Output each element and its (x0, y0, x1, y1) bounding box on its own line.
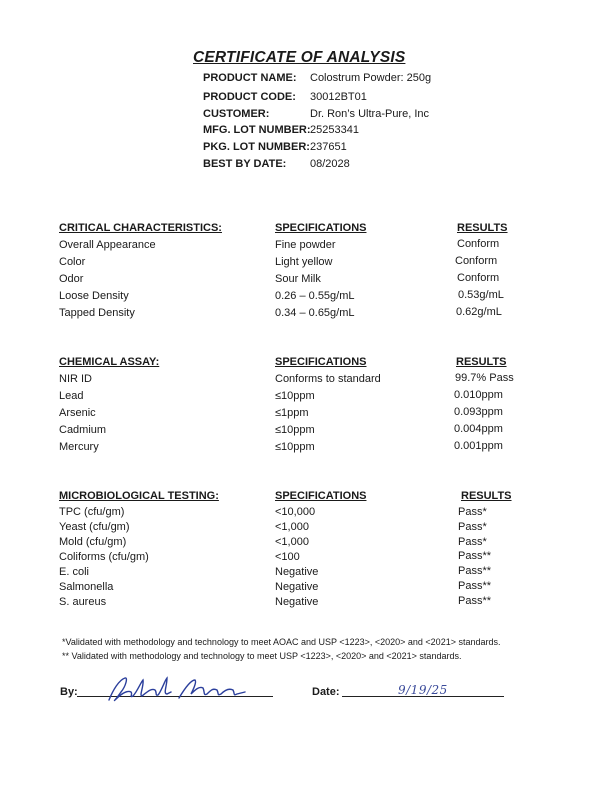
test-result: Pass** (458, 595, 492, 607)
test-name: Arsenic (59, 407, 96, 419)
field-label: PRODUCT CODE: (203, 91, 296, 103)
test-name: Loose Density (59, 290, 129, 302)
test-name: TPC (cfu/gm) (59, 506, 125, 518)
test-spec: Negative (275, 566, 319, 578)
spec-header: SPECIFICATIONS (275, 356, 367, 368)
result-header: RESULTS (461, 490, 512, 502)
footnote-1: *Validated with methodology and technology to meet AOAC and USP <1223>, <2020> and <2021> standards. (62, 637, 501, 647)
test-spec: Fine powder (275, 239, 336, 251)
test-result: 0.53g/mL (458, 289, 504, 301)
test-result: Pass** (458, 565, 492, 577)
footnote-2: ** Validated with methodology and technology to meet USP <1223>, <2020> and <2021> standards. (62, 651, 462, 661)
test-spec: ≤1ppm (275, 407, 309, 419)
field-label: CUSTOMER: (203, 108, 270, 120)
handwritten-signature (95, 672, 255, 708)
test-result: Pass** (458, 550, 492, 562)
test-name: Lead (59, 390, 84, 402)
test-name: Color (59, 256, 86, 268)
test-name: Mercury (59, 441, 99, 453)
test-spec: ≤10ppm (275, 424, 315, 436)
test-result: 0.010ppm (454, 389, 503, 401)
by-label: By: (60, 686, 78, 698)
test-result: 0.001ppm (454, 440, 503, 452)
field-value: 30012BT01 (310, 91, 367, 103)
test-result: 0.004ppm (454, 423, 503, 435)
field-label: BEST BY DATE: (203, 158, 287, 170)
test-spec: 0.34 – 0.65g/mL (275, 307, 355, 319)
field-value: 25253341 (310, 124, 359, 136)
test-name: Salmonella (59, 581, 114, 593)
result-header: RESULTS (457, 222, 508, 234)
test-spec: Light yellow (275, 256, 333, 268)
test-spec: ≤10ppm (275, 441, 315, 453)
result-header: RESULTS (456, 356, 507, 368)
field-value: Colostrum Powder: 250g (310, 72, 432, 84)
section-title: CHEMICAL ASSAY: (59, 356, 160, 368)
test-name: S. aureus (59, 596, 107, 608)
test-result: Conform (457, 238, 500, 250)
section-title: MICROBIOLOGICAL TESTING: (59, 490, 219, 502)
test-spec: Conforms to standard (275, 373, 381, 385)
test-spec: Sour Milk (275, 273, 321, 285)
date-label: Date: (312, 686, 340, 698)
test-spec: 0.26 – 0.55g/mL (275, 290, 355, 302)
test-name: Yeast (cfu/gm) (59, 521, 130, 533)
spec-header: SPECIFICATIONS (275, 490, 367, 502)
field-value: 237651 (310, 141, 347, 153)
test-result: 0.093ppm (454, 406, 503, 418)
test-result: Conform (457, 272, 500, 284)
test-name: Coliforms (cfu/gm) (59, 551, 149, 563)
page-title: CERTIFICATE OF ANALYSIS (193, 49, 406, 66)
test-spec: Negative (275, 581, 319, 593)
test-result: Conform (455, 255, 498, 267)
field-label: PKG. LOT NUMBER: (203, 141, 310, 153)
test-name: Tapped Density (59, 307, 135, 319)
field-label: MFG. LOT NUMBER: (203, 124, 311, 136)
test-name: E. coli (59, 566, 89, 578)
test-result: Pass* (458, 521, 487, 533)
test-spec: <1,000 (275, 536, 309, 548)
section-title: CRITICAL CHARACTERISTICS: (59, 222, 222, 234)
test-spec: <100 (275, 551, 300, 563)
test-spec: ≤10ppm (275, 390, 315, 402)
test-spec: <10,000 (275, 506, 316, 518)
test-result: 0.62g/mL (456, 306, 502, 318)
field-value: 08/2028 (310, 158, 350, 170)
test-result: 99.7% Pass (455, 372, 514, 384)
field-value: Dr. Ron’s Ultra-Pure, Inc (310, 108, 430, 120)
test-spec: Negative (275, 596, 319, 608)
test-result: Pass** (458, 580, 492, 592)
test-name: Cadmium (59, 424, 107, 436)
test-result: Pass* (458, 506, 487, 518)
spec-header: SPECIFICATIONS (275, 222, 367, 234)
test-name: NIR ID (59, 373, 92, 385)
test-name: Odor (59, 273, 84, 285)
field-label: PRODUCT NAME: (203, 72, 297, 84)
handwritten-date: 9/19/25 (398, 683, 448, 697)
test-name: Mold (cfu/gm) (59, 536, 127, 548)
test-result: Pass* (458, 536, 487, 548)
test-name: Overall Appearance (59, 239, 156, 251)
test-spec: <1,000 (275, 521, 309, 533)
